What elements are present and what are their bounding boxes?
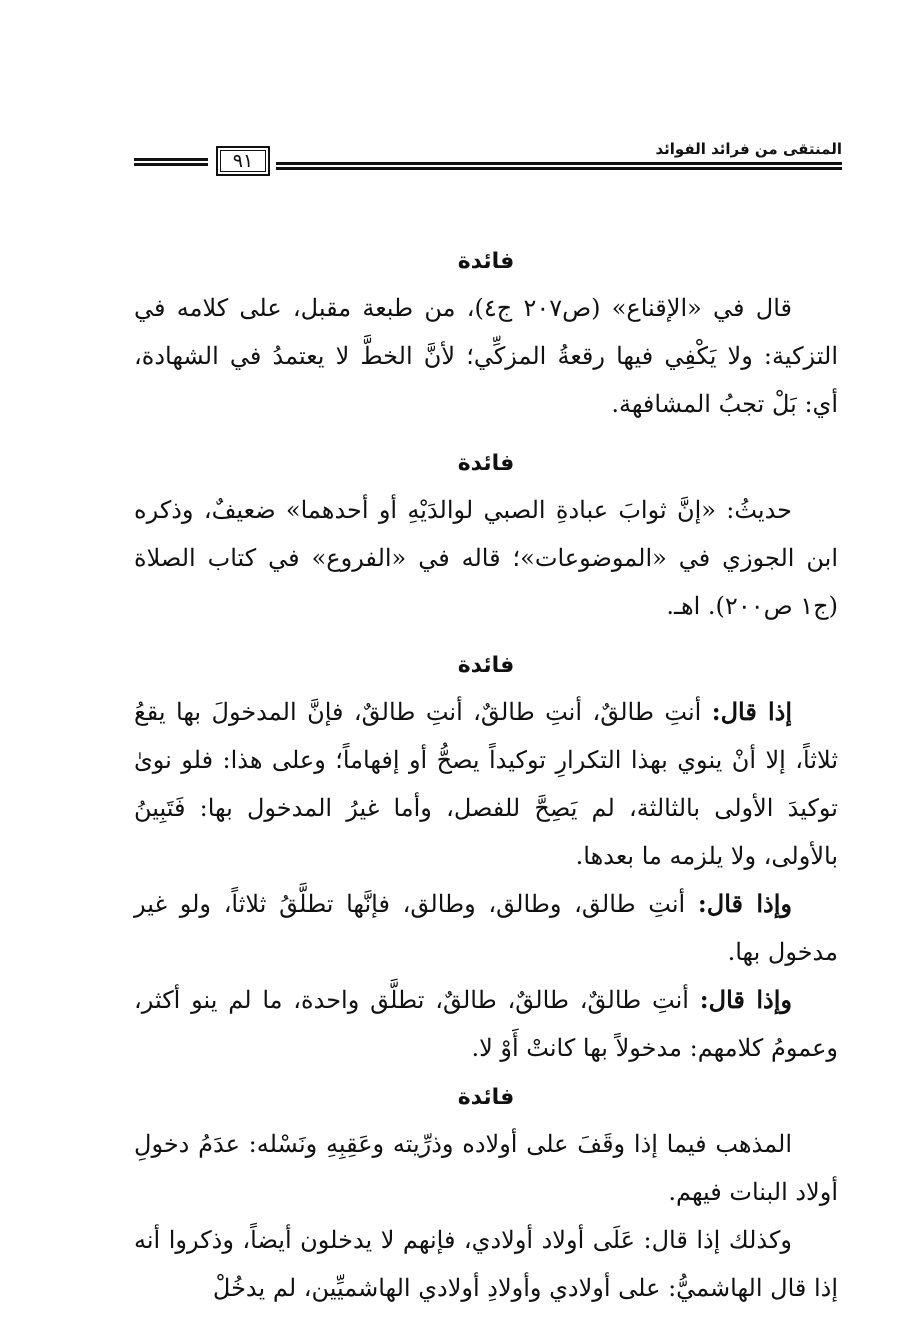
section-heading: فائدة bbox=[457, 1085, 515, 1110]
page-header bbox=[134, 140, 842, 182]
paragraph-text: أنتِ طالق، وطالق، وطالق، فإنَّها تطلَّقُ ثلاثاً، ولو غير مدخول بها. bbox=[134, 890, 838, 966]
paragraph-lead: وإذا قال: bbox=[699, 985, 792, 1014]
header-rule-left bbox=[134, 158, 208, 166]
paragraph bbox=[134, 688, 838, 880]
section bbox=[134, 1076, 838, 1312]
section bbox=[134, 442, 838, 630]
paragraph: حديثُ: «إنَّ ثوابَ عبادةِ الصبي لوالدَيْهِ أو أحدهما» ضعيفٌ، وذكره ابن الجوزي في «الموضوعات»؛ قاله في «الفروع» في كتاب الصلاة (ج١ ص٢٠٠). اهـ. bbox=[134, 496, 838, 620]
section-heading: فائدة bbox=[457, 249, 515, 274]
paragraph-text: أنتِ طالقٌ، طالقٌ، طالقٌ، تطلَّق واحدة، ما لم ينو أكثر، وعمومُ كلامهم: مدخولاً بها كانتْ أَوْ لا. bbox=[134, 986, 838, 1062]
section bbox=[134, 240, 838, 428]
page-body bbox=[134, 240, 838, 1312]
section-heading: فائدة bbox=[457, 653, 515, 678]
paragraph-lead: إذا قال: bbox=[711, 697, 792, 726]
section-heading: فائدة bbox=[457, 451, 515, 476]
paragraph: وكذلك إذا قال: عَلَى أولاد أولادي، فإنهم لا يدخلون أيضاً، وذكروا أنه إذا قال الهاشميُّ: على أولادي وأولادِ أولادي الهاشميِّين، لم يدخُلْ bbox=[134, 1226, 838, 1302]
paragraph bbox=[134, 880, 838, 976]
page-number: ٩١ bbox=[216, 146, 270, 176]
book-title: المنتقى من فرائد الفوائد bbox=[655, 140, 842, 158]
paragraph-text: أنتِ طالقٌ، أنتِ طالقٌ، أنتِ طالقٌ، فإنَّ المدخولَ بها يقعُ ثلاثاً، إلا أنْ ينوي بهذا التكرارِ توكيداً يصحُّ أو إفهاماً؛ وعلى هذا: فلو نوىٰ توكيدَ الأولى بالثالثة، لم يَصِحَّ للفصل، وأما غيرُ المدخول بها: فَتَبِينُ بالأولى، ولا يلزمه ما بعدها. bbox=[134, 698, 838, 870]
paragraph: المذهب فيما إذا وقَفَ على أولاده وذرِّيته وعَقِبِهِ ونَسْله: عدَمُ دخولِ أولاد البنات فيهم. bbox=[134, 1130, 838, 1206]
header-rule-right bbox=[276, 162, 842, 170]
paragraph: قال في «الإقناع» (ص٢٠٧ ج٤)، من طبعة مقبل، على كلامه في التزكية: ولا يَكْفِي فيها رقعةُ المزكِّي؛ لأنَّ الخطَّ لا يعتمدُ في الشهادة، أي: بَلْ تجبُ المشافهة. bbox=[134, 294, 838, 418]
section bbox=[134, 644, 838, 1072]
paragraph bbox=[134, 976, 838, 1072]
paragraph-lead: وإذا قال: bbox=[697, 889, 792, 918]
